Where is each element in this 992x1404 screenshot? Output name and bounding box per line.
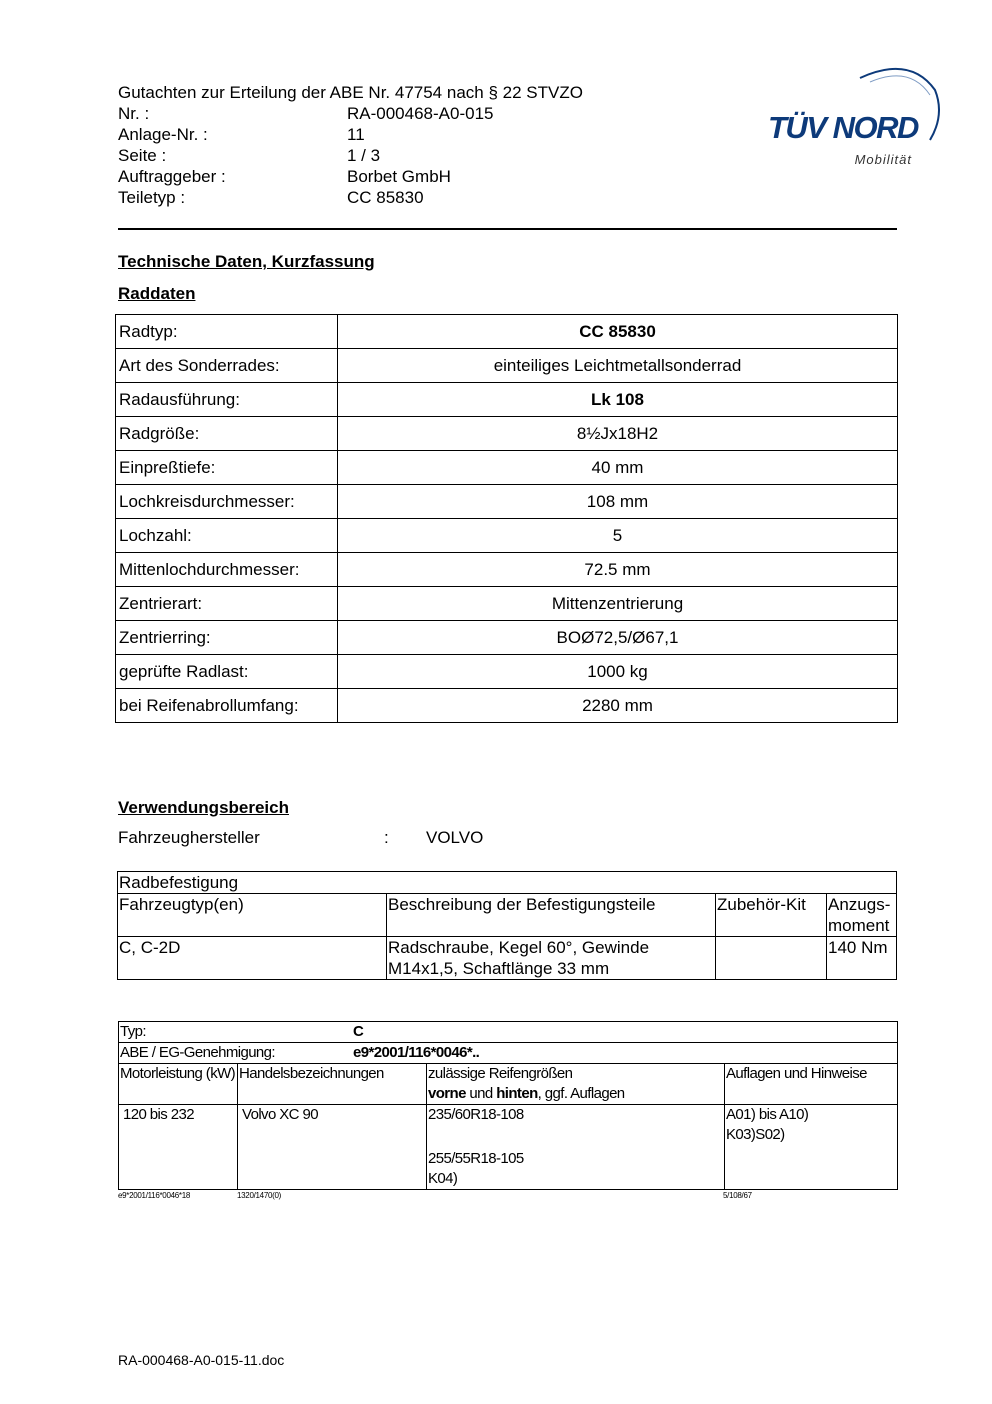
small-code-2: 1320/1470(0) bbox=[237, 1191, 281, 1200]
header-row-seite: Seite : 1 / 3 bbox=[118, 146, 381, 165]
table-header-row: Motorleistung (kW) Handelsbezeichnungen zulässige Reifengrößen vorne und hinten, ggf. Auflagen Auflagen und Hinweise bbox=[119, 1064, 898, 1105]
typ-table bbox=[118, 1021, 898, 1190]
hersteller-value: VOLVO bbox=[426, 828, 484, 847]
header-row-auftraggeber: Auftraggeber : Borbet GmbH bbox=[118, 167, 451, 186]
section-title: Technische Daten, Kurzfassung bbox=[118, 252, 375, 271]
raddaten-title: Raddaten bbox=[118, 284, 196, 303]
table-row: bei Reifenabrollumfang: 2280 mm bbox=[116, 689, 898, 723]
logo-brand: TÜV NORD bbox=[768, 110, 918, 145]
header-divider bbox=[118, 228, 897, 230]
table-row: Zentrierring: BOØ72,5/Ø67,1 bbox=[116, 621, 898, 655]
header-row-anlage: Anlage-Nr. : 11 bbox=[118, 125, 365, 144]
table-row: Radausführung: Lk 108 bbox=[116, 383, 898, 417]
header-title: Gutachten zur Erteilung der ABE Nr. 47754 nach § 22 STVZO bbox=[118, 83, 583, 102]
table-row: Radtyp: CC 85830 bbox=[116, 315, 898, 349]
table-row: Zentrierart: Mittenzentrierung bbox=[116, 587, 898, 621]
raddaten-table bbox=[115, 314, 898, 723]
befestigung-title: Radbefestigung bbox=[118, 872, 897, 894]
table-row: 120 bis 232 Volvo XC 90 235/60R18-108 255/55R18-105 K04) A01) bis A10) K03)S02) bbox=[119, 1105, 898, 1190]
table-header-row: Fahrzeugtyp(en) Beschreibung der Befestigungsteile Zubehör-Kit Anzugs-moment bbox=[118, 894, 897, 937]
table-row: Radgröße: 8½Jx18H2 bbox=[116, 417, 898, 451]
tuv-nord-logo bbox=[760, 60, 940, 172]
typ-label: Typ: bbox=[120, 1023, 146, 1040]
document-header bbox=[118, 82, 583, 208]
header-row-nr: Nr. : RA-000468-A0-015 bbox=[118, 104, 494, 123]
table-row: Mittenlochdurchmesser: 72.5 mm bbox=[116, 553, 898, 587]
small-code-3: 5/108/67 bbox=[723, 1191, 752, 1200]
abe-label: ABE / EG-Genehmigung: bbox=[120, 1044, 275, 1061]
header-row-teiletyp: Teiletyp : CC 85830 bbox=[118, 188, 424, 207]
logo-subtitle: Mobilität bbox=[854, 152, 912, 167]
table-row: C, C-2D Radschraube, Kegel 60°, Gewinde M14x1,5, Schaftlänge 33 mm 140 Nm bbox=[118, 937, 897, 980]
table-row: Lochkreisdurchmesser: 108 mm bbox=[116, 485, 898, 519]
footer-filename: RA-000468-A0-015-11.doc bbox=[118, 1352, 285, 1368]
table-row: geprüfte Radlast: 1000 kg bbox=[116, 655, 898, 689]
table-row: Art des Sonderrades: einteiliges Leichtmetallsonderrad bbox=[116, 349, 898, 383]
abe-value: e9*2001/116*0046*.. bbox=[353, 1044, 480, 1061]
befestigung-table bbox=[117, 871, 897, 980]
small-code-1: e9*2001/116*0046*18 bbox=[118, 1191, 191, 1200]
hersteller-sep: : bbox=[384, 828, 389, 847]
hersteller-label: Fahrzeughersteller bbox=[118, 828, 260, 847]
typ-value: C bbox=[353, 1023, 364, 1040]
table-row: Lochzahl: 5 bbox=[116, 519, 898, 553]
verwendung-title: Verwendungsbereich bbox=[118, 798, 289, 817]
table-row: Einpreßtiefe: 40 mm bbox=[116, 451, 898, 485]
